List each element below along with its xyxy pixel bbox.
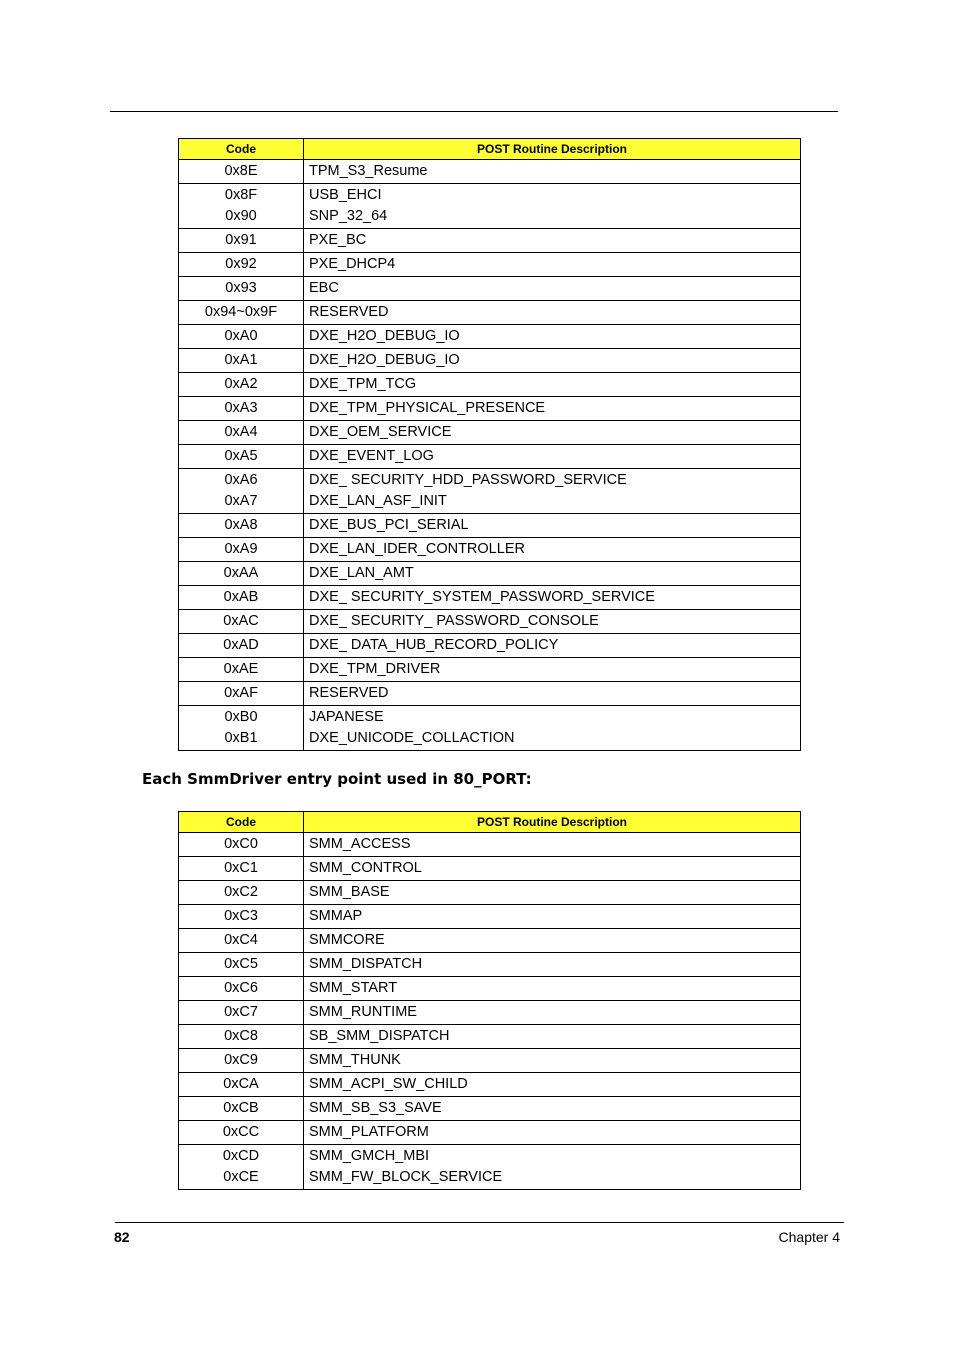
code-cell: [179, 421, 304, 445]
description-value: SMM_PLATFORM: [309, 1124, 429, 1140]
description-cell: [304, 562, 801, 586]
code-value: 0xAD: [223, 637, 259, 653]
code-cell: [179, 397, 304, 421]
code-value: 0xC0: [224, 836, 258, 852]
description-value: SMM_THUNK: [309, 1052, 401, 1068]
description-cell: [304, 229, 801, 253]
description-value: SB_SMM_DISPATCH: [309, 1028, 450, 1044]
table-row: [179, 373, 801, 397]
description-value: DXE_ SECURITY_SYSTEM_PASSWORD_SERVICE: [309, 589, 655, 605]
description-cell: [304, 1097, 801, 1121]
code-value: 0xC7: [224, 1004, 258, 1020]
description-cell: [304, 586, 801, 610]
code-value: 0xA8: [224, 517, 258, 533]
description-cell: [304, 953, 801, 977]
table-row: [179, 1145, 801, 1190]
description-cell: [304, 929, 801, 953]
description-value: DXE_H2O_DEBUG_IO: [309, 352, 460, 368]
description-cell: [304, 1001, 801, 1025]
description-value: DXE_H2O_DEBUG_IO: [309, 328, 460, 344]
code-cell: [179, 1001, 304, 1025]
description-value: SMM_DISPATCH: [309, 956, 423, 972]
table-row: [179, 977, 801, 1001]
code-cell: [179, 682, 304, 706]
code-cell: [179, 1097, 304, 1121]
table-row: [179, 160, 801, 184]
table-row: [179, 857, 801, 881]
description-cell: [304, 1145, 801, 1190]
code-cell: [179, 977, 304, 1001]
description-value: DXE_LAN_AMT: [309, 565, 414, 581]
top-rule: [110, 111, 838, 112]
code-value: 0xCC: [222, 1124, 260, 1140]
code-value: 0xA9: [224, 541, 258, 557]
description-cell: [304, 1025, 801, 1049]
description-cell: [304, 881, 801, 905]
code-value: 0xC4: [224, 932, 258, 948]
code-cell: [179, 881, 304, 905]
code-value: 0xA1: [224, 352, 258, 368]
table-row: [179, 1097, 801, 1121]
description-cell: [304, 1049, 801, 1073]
code-value: 0xC9: [224, 1052, 258, 1068]
description-cell: [304, 397, 801, 421]
code-value: 0xCB: [223, 1100, 259, 1116]
description-value: PXE_DHCP4: [309, 256, 396, 272]
table-row: [179, 634, 801, 658]
table-header-row: [179, 139, 801, 160]
table-row: [179, 953, 801, 977]
table-row: [179, 184, 801, 229]
code-value: 0xC8: [224, 1028, 258, 1044]
description-value: TPM_S3_Resume: [309, 163, 428, 179]
code-cell: [179, 1121, 304, 1145]
description-value: DXE_ SECURITY_ PASSWORD_CONSOLE: [309, 613, 599, 629]
description-cell: [304, 469, 801, 514]
description-value: SMM_GMCH_MBI: [309, 1148, 430, 1164]
description-value: SMM_CONTROL: [309, 860, 422, 876]
description-value: DXE_BUS_PCI_SERIAL: [309, 517, 469, 533]
code-cell: [179, 538, 304, 562]
code-cell: [179, 160, 304, 184]
code-cell: [179, 634, 304, 658]
code-value: 0xCE: [223, 1169, 259, 1185]
description-value: RESERVED: [309, 685, 389, 701]
table-row: [179, 1025, 801, 1049]
code-value: 0x91: [225, 232, 257, 248]
code-column-header: Code: [179, 139, 304, 160]
description-value: DXE_ DATA_HUB_RECORD_POLICY: [309, 637, 559, 653]
description-value: SMM_START: [309, 980, 398, 996]
table-row: [179, 421, 801, 445]
code-value: 0xA6: [224, 472, 258, 488]
table-row: [179, 833, 801, 857]
description-value: SMM_RUNTIME: [309, 1004, 417, 1020]
code-cell: [179, 562, 304, 586]
code-value: 0xB1: [224, 730, 258, 746]
code-value: 0x90: [225, 208, 257, 224]
code-cell: [179, 1025, 304, 1049]
table-row: [179, 1073, 801, 1097]
code-cell: [179, 1049, 304, 1073]
table-row: [179, 349, 801, 373]
code-cell: [179, 1073, 304, 1097]
description-cell: [304, 682, 801, 706]
description-cell: [304, 658, 801, 682]
table-row: [179, 229, 801, 253]
table-row: [179, 682, 801, 706]
code-cell: [179, 445, 304, 469]
code-value: 0xC5: [224, 956, 258, 972]
code-value: 0xAF: [224, 685, 258, 701]
description-value: SMM_ACPI_SW_CHILD: [309, 1076, 468, 1092]
code-cell: [179, 253, 304, 277]
code-value: 0xAE: [223, 661, 259, 677]
description-value: SMM_SB_S3_SAVE: [309, 1100, 442, 1116]
description-value: DXE_LAN_ASF_INIT: [309, 493, 447, 509]
description-value: DXE_ SECURITY_HDD_PASSWORD_SERVICE: [309, 472, 627, 488]
description-value: DXE_TPM_DRIVER: [309, 661, 441, 677]
code-value: 0x94~0x9F: [204, 304, 278, 320]
code-value: 0xB0: [224, 709, 258, 725]
code-cell: [179, 857, 304, 881]
description-value: EBC: [309, 280, 339, 296]
description-cell: [304, 373, 801, 397]
code-cell: [179, 373, 304, 397]
code-cell: [179, 658, 304, 682]
table-row: [179, 277, 801, 301]
description-cell: [304, 706, 801, 751]
chapter-label: Chapter 4: [778, 1229, 840, 1245]
table-row: [179, 538, 801, 562]
table-row: [179, 610, 801, 634]
table-row: [179, 397, 801, 421]
description-value: JAPANESE: [309, 709, 384, 725]
table-row: [179, 301, 801, 325]
code-cell: [179, 706, 304, 751]
description-value: RESERVED: [309, 304, 389, 320]
description-value: PXE_BC: [309, 232, 367, 248]
description-cell: [304, 857, 801, 881]
code-value: 0xAB: [223, 589, 259, 605]
table-row: [179, 469, 801, 514]
code-cell: [179, 301, 304, 325]
description-value: SMM_FW_BLOCK_SERVICE: [309, 1169, 503, 1185]
code-value: 0xA2: [224, 376, 258, 392]
description-cell: [304, 253, 801, 277]
code-value: 0xC1: [224, 860, 258, 876]
code-value: 0x93: [225, 280, 257, 296]
description-cell: [304, 325, 801, 349]
code-cell: [179, 469, 304, 514]
description-cell: [304, 445, 801, 469]
description-value: SMM_ACCESS: [309, 836, 411, 852]
description-cell: [304, 184, 801, 229]
description-cell: [304, 514, 801, 538]
description-value: SMMAP: [309, 908, 363, 924]
code-cell: [179, 610, 304, 634]
code-value: 0xA4: [224, 424, 258, 440]
code-value: 0xCA: [223, 1076, 259, 1092]
table-row: [179, 1121, 801, 1145]
table-row: [179, 253, 801, 277]
description-cell: [304, 277, 801, 301]
code-value: 0xAC: [223, 613, 259, 629]
page-number: 82: [114, 1229, 130, 1245]
description-value: DXE_OEM_SERVICE: [309, 424, 452, 440]
table-row: [179, 1049, 801, 1073]
code-cell: [179, 833, 304, 857]
code-value: 0xA0: [224, 328, 258, 344]
table-row: [179, 1001, 801, 1025]
code-cell: [179, 1145, 304, 1190]
code-value: 0xC2: [224, 884, 258, 900]
description-value: SMM_BASE: [309, 884, 390, 900]
code-cell: [179, 349, 304, 373]
code-cell: [179, 586, 304, 610]
post-code-table-2: [178, 811, 801, 1190]
description-value: SNP_32_64: [309, 208, 388, 224]
description-value: DXE_LAN_IDER_CONTROLLER: [309, 541, 525, 557]
description-value: USB_EHCI: [309, 187, 382, 203]
section-heading: Each SmmDriver entry point used in 80_PORT:: [142, 770, 532, 788]
description-cell: [304, 833, 801, 857]
description-column-header: POST Routine Description: [304, 139, 801, 160]
description-cell: [304, 634, 801, 658]
code-value: 0xAA: [223, 565, 259, 581]
description-cell: [304, 538, 801, 562]
description-value: DXE_UNICODE_COLLACTION: [309, 730, 515, 746]
table-row: [179, 445, 801, 469]
description-cell: [304, 1121, 801, 1145]
code-value: 0xC3: [224, 908, 258, 924]
code-column-header: Code: [179, 812, 304, 833]
description-cell: [304, 421, 801, 445]
description-cell: [304, 977, 801, 1001]
code-value: 0x8E: [224, 163, 258, 179]
code-value: 0xA7: [224, 493, 258, 509]
description-value: DXE_TPM_PHYSICAL_PRESENCE: [309, 400, 546, 416]
code-cell: [179, 905, 304, 929]
code-cell: [179, 229, 304, 253]
code-value: 0xC6: [224, 980, 258, 996]
table-row: [179, 658, 801, 682]
description-value: SMMCORE: [309, 932, 385, 948]
description-cell: [304, 610, 801, 634]
description-cell: [304, 301, 801, 325]
description-cell: [304, 905, 801, 929]
code-value: 0xA5: [224, 448, 258, 464]
code-value: 0x92: [225, 256, 257, 272]
code-value: 0x8F: [224, 187, 258, 203]
table-row: [179, 562, 801, 586]
table-row: [179, 905, 801, 929]
bottom-rule: [115, 1222, 844, 1223]
table-row: [179, 514, 801, 538]
description-column-header: POST Routine Description: [304, 812, 801, 833]
post-code-table-1: [178, 138, 801, 751]
description-cell: [304, 160, 801, 184]
description-value: DXE_TPM_TCG: [309, 376, 417, 392]
description-value: DXE_EVENT_LOG: [309, 448, 434, 464]
code-cell: [179, 929, 304, 953]
table-row: [179, 881, 801, 905]
code-cell: [179, 514, 304, 538]
code-value: 0xA3: [224, 400, 258, 416]
code-cell: [179, 953, 304, 977]
table-header-row: [179, 812, 801, 833]
description-cell: [304, 349, 801, 373]
table-row: [179, 706, 801, 751]
code-cell: [179, 184, 304, 229]
code-cell: [179, 277, 304, 301]
description-cell: [304, 1073, 801, 1097]
table-row: [179, 325, 801, 349]
table-row: [179, 586, 801, 610]
table-row: [179, 929, 801, 953]
code-cell: [179, 325, 304, 349]
code-value: 0xCD: [222, 1148, 260, 1164]
